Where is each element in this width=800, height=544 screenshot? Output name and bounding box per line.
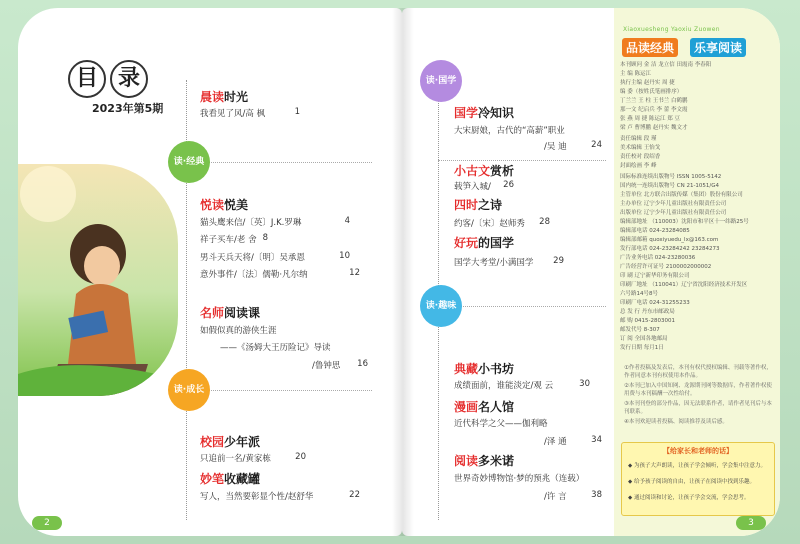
section-diancang-rest: 小书坊 (478, 362, 515, 376)
colophon-line: 那一文 纪启兵 李 蕾 李文霞 (620, 107, 688, 113)
section-yuedu2-rest: 多米诺 (478, 454, 515, 468)
section-miaobi (200, 470, 260, 487)
toc-page: 8 (262, 233, 268, 243)
section-mingshi-rest: 阅读课 (224, 306, 261, 320)
section-xiaoyuan-rest: 少年派 (224, 435, 261, 449)
colophon-line: 邮 购 0415-2803001 (620, 318, 675, 324)
section-diancang (454, 360, 514, 377)
brand-slogan-2: 乐享阅读 (690, 38, 746, 57)
colophon-line: 广告经营许可证号 2100002000002 (620, 264, 712, 270)
section-sishi-hl: 四时 (454, 198, 479, 212)
colophon-line: 主管单位 北方联合出版传媒（集团）股份有限公司 (620, 192, 743, 198)
section-yuedu (200, 196, 248, 213)
section-manhua (454, 398, 514, 415)
toc-page: 34 (591, 435, 602, 445)
section-mingshi (200, 304, 260, 321)
section-diancang-hl: 典藏 (454, 362, 479, 376)
left-page-number: 2 (32, 516, 62, 530)
issue-label: 2023年第5期 (92, 102, 164, 115)
boy-reading-illustration (18, 164, 178, 396)
colophon-notes (624, 364, 772, 428)
tip-title: 【给家长和老师的话】 (663, 447, 733, 455)
section-guoxue (454, 104, 514, 121)
colophon-line: 主办单位 辽宁少年儿童出版社有限责任公司 (620, 201, 727, 207)
section-xiaoguwen (454, 162, 514, 179)
colophon-line: 编辑部邮箱 quoxiyuedu_lx@163.com (620, 237, 719, 243)
section-sishi-rest: 之诗 (478, 198, 503, 212)
brand-slogan-1: 品读经典 (622, 38, 678, 57)
colophon-line: 张 燕 周 捷 陈运江 郑 豆 (620, 116, 680, 122)
colophon-line: 主 编 陈运江 (620, 71, 651, 77)
colophon-line: 本刊顾问 金 洁 龙立信 田霞南 李春阳 (620, 62, 712, 68)
toc-item-author: /许 言 (544, 492, 567, 502)
toc-item[interactable]: 只追前一名/黄家栋 (200, 454, 271, 464)
colophon-note: ④本刊欢迎读者投稿、阅读推荐及读后感。 (624, 419, 728, 425)
section-manhua-rest: 名人馆 (478, 400, 515, 414)
toc-item[interactable]: 约客/〔宋〕赵师秀 (454, 219, 525, 229)
toc-item[interactable]: 猫头鹰来信/〔英〕J.K.罗琳 (200, 218, 302, 228)
badge-chengzhang: 读·成长 (168, 369, 210, 411)
section-xiaoguwen-hl: 小古文 (454, 164, 491, 178)
section-chendu-hl: 晨读 (200, 90, 225, 104)
section-yuedu2 (454, 452, 514, 469)
book-gutter (392, 8, 414, 536)
tip-line: ◆ 通过阅读和讨论，让孩子学会交流，学会思考。 (628, 495, 750, 501)
colophon-line: 印刷厂电话 024-31255233 (620, 300, 690, 306)
toc-item[interactable]: 世界奇妙博物馆·梦的预兆（连载） (454, 474, 585, 484)
badge-quwei: 读·趣味 (420, 285, 462, 327)
parent-teacher-tip-box (621, 442, 775, 516)
colophon-note: ①作者投稿及发表后，本刊有权代授权编辑、刊载等著作权，作者同意本刊有权使用本作品。 (624, 365, 772, 379)
colophon-line: 责任编辑 段 瑾 (620, 136, 657, 142)
toc-page: 20 (295, 452, 306, 462)
colophon-line: 国内统一连续出版物号 CN 21-1051/G4 (620, 183, 720, 189)
toc-item[interactable]: 成绩面前，谁能淡定/观 云 (454, 381, 554, 391)
colophon-note: ③本刊刊登的部分作品，因无法联系作者，请作者见刊后与本刊联系。 (624, 401, 772, 415)
toc-item[interactable]: 我看见了风/高 枫 (200, 109, 266, 119)
section-haowan-hl: 好玩 (454, 236, 479, 250)
badge-jingdian: 读·经典 (168, 141, 210, 183)
colophon-latin: Xiaoxuesheng Yaoxiu Zuowen (623, 26, 720, 33)
section-mingshi-hl: 名师 (200, 306, 225, 320)
colophon-line: 发行日期 每月1日 (620, 345, 664, 351)
right-page (402, 8, 780, 536)
section-xiaoyuan-hl: 校园 (200, 435, 225, 449)
colophon-line: 印刷厂地址 （110041）辽宁省沈阳经济技术开发区 (620, 282, 748, 288)
section-haowan (454, 234, 514, 251)
toc-page: 16 (357, 359, 368, 369)
section-xiaoyuan (200, 433, 260, 450)
toc-item[interactable]: 如假似真的游侠生涯 (200, 326, 277, 336)
colophon-line: 执行主编 赵丹实 周 捷 (620, 80, 675, 86)
section-yuedu-hl: 悦读 (200, 198, 225, 212)
toc-page: 28 (539, 217, 550, 227)
colophon-line: 丁兰兰 王 柱 王书兰 白鹤鹏 (620, 98, 688, 104)
colophon-line: 广告业务电话 024-23280036 (620, 255, 696, 261)
toc-page: 22 (349, 490, 360, 500)
tip-line: ◆ 给予孩子阅读的自由，让孩子在阅读中找到乐趣。 (628, 479, 755, 485)
toc-page: 38 (591, 490, 602, 500)
toc-page: 29 (553, 256, 564, 266)
colophon-line: 编 委（按姓氏笔画排序） (620, 89, 683, 95)
section-miaobi-hl: 妙笔 (200, 472, 225, 486)
toc-item[interactable]: 男斗天兵天将/〔明〕吴承恩 (200, 253, 305, 263)
colophon-line: 责任校对 段绍香 (620, 154, 661, 160)
title-char-lu: 录 (110, 60, 148, 98)
toc-item-subtitle: ——《汤姆大王历险记》导读 (220, 343, 331, 353)
toc-page: 26 (503, 180, 514, 190)
toc-item[interactable]: 意外事件/〔法〕儒勒·凡尔纳 (200, 270, 308, 280)
badge-guoxue: 读·国学 (420, 60, 462, 102)
toc-page: 12 (349, 268, 360, 278)
left-page (18, 8, 402, 536)
colophon-line: 发行部电话 024-23284242 23284273 (620, 246, 720, 252)
colophon-line: 印 刷 辽宁新华印务有限公司 (620, 273, 690, 279)
colophon-line: 梁 卢 曹博鹏 赵丹实 魏文才 (620, 125, 688, 131)
colophon-note: ②本刊已加入中国知网、龙源期刊网等数据库，作者著作权使用费与本刊稿酬一次性给付。 (624, 383, 772, 397)
colophon-line: 六号路14号8号 (620, 291, 658, 297)
toc-item[interactable]: 载笋入城/ (454, 182, 491, 192)
toc-item[interactable]: 写人，当然要彰显个性/赵舒华 (200, 492, 314, 502)
toc-page: 30 (579, 379, 590, 389)
toc-page: 10 (339, 251, 350, 261)
section-guoxue-rest: 冷知识 (478, 106, 515, 120)
toc-page: 24 (591, 140, 602, 150)
section-sishi (454, 196, 502, 213)
colophon-line: 封面绘画 李 峰 (620, 163, 657, 169)
toc-page: 4 (344, 216, 350, 226)
colophon-line: 国际标准连续出版物号 ISSN 1005-5142 (620, 174, 722, 180)
colophon-line: 编辑部地址 （110003）沈阳市和平区十一纬路25号 (620, 219, 749, 225)
colophon-line: 出版单位 辽宁少年儿童出版社有限责任公司 (620, 210, 727, 216)
section-miaobi-rest: 收藏罐 (224, 472, 261, 486)
section-yuedu2-hl: 阅读 (454, 454, 479, 468)
toc-item[interactable]: 大宋厨娘，古代的“高薪”职业 (454, 126, 565, 136)
section-guoxue-hl: 国学 (454, 106, 479, 120)
colophon-line: 美术编辑 王怡戈 (620, 145, 661, 151)
toc-item-author: /吴 迪 (544, 142, 567, 152)
toc-item[interactable]: 祥子买车/老 舍 (200, 235, 257, 245)
toc-item[interactable]: 国学大考堂/小满国学 (454, 258, 534, 268)
colophon-line: 总 发 行 丹东市邮政局 (620, 309, 675, 315)
section-haowan-rest: 的国学 (478, 236, 515, 250)
colophon-line: 邮发代号 8-307 (620, 327, 660, 333)
section-chendu (200, 88, 248, 105)
title-char-mu: 目 (68, 60, 106, 98)
section-yuedu-rest: 悦美 (224, 198, 249, 212)
right-page-number: 3 (736, 516, 766, 530)
section-chendu-rest: 时光 (224, 90, 249, 104)
toc-item-author: /鲁钟思 (312, 361, 341, 371)
toc-page: 1 (294, 107, 300, 117)
toc-item-author: /泽 通 (544, 437, 567, 447)
colophon-line: 编辑部电话 024-23284085 (620, 228, 690, 234)
toc-item[interactable]: 近代科学之父——伽利略 (454, 419, 548, 429)
section-manhua-hl: 漫画 (454, 400, 479, 414)
section-xiaoguwen-rest: 赏析 (490, 164, 515, 178)
colophon-line: 订 阅 全国各地邮局 (620, 336, 668, 342)
tip-line: ◆ 为孩子大声朗读，让孩子学会倾听，学会集中注意力。 (628, 463, 766, 469)
